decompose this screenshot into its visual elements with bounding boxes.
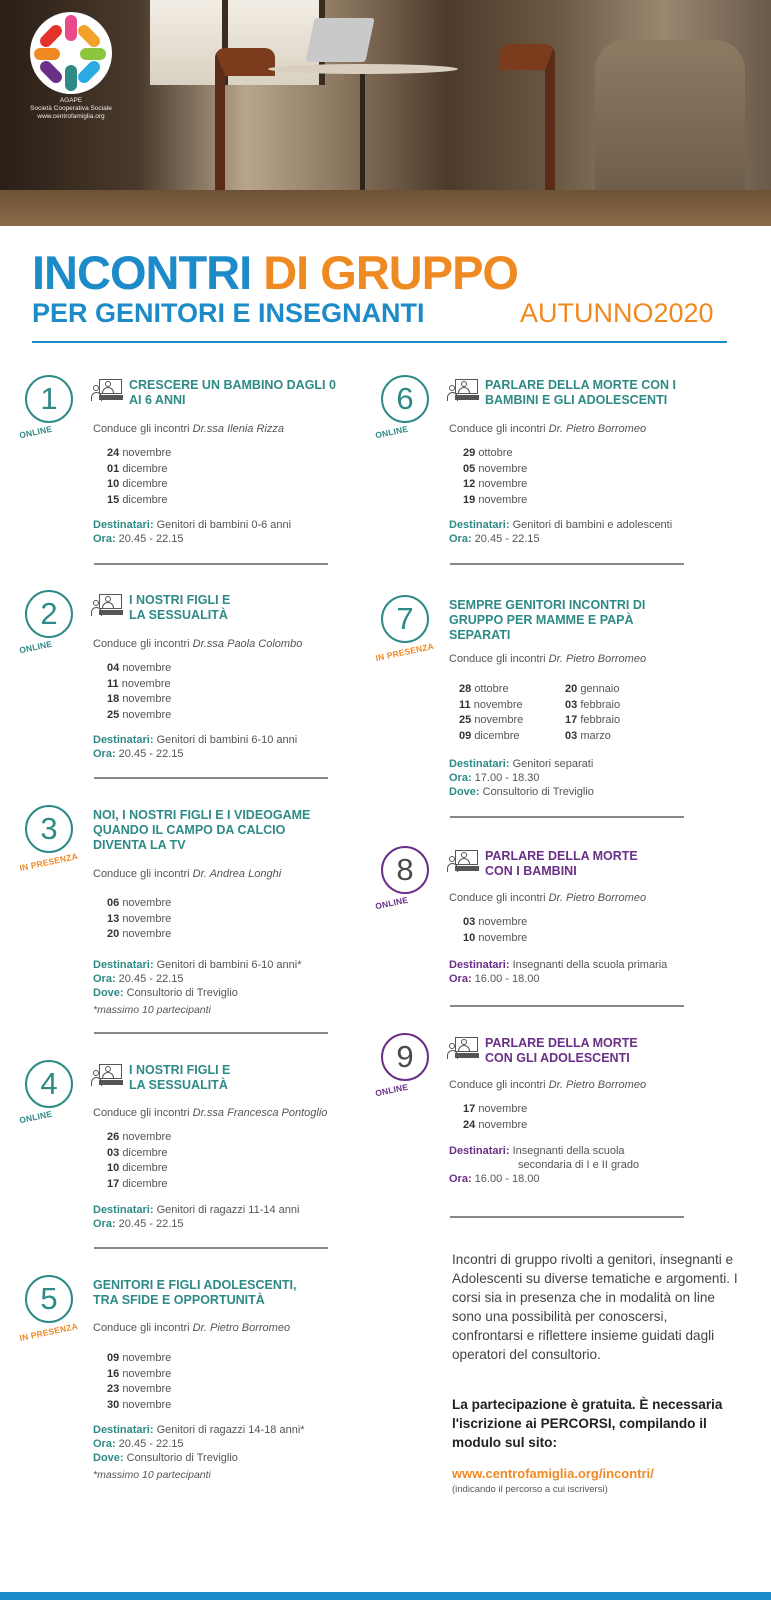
logo-website: www.centrofamiglia.org: [37, 113, 105, 120]
course-number: 4: [25, 1060, 73, 1108]
course-title: I NOSTRI FIGLI E LA SESSUALITÀ: [129, 1063, 231, 1092]
course-details: Destinatari: Genitori di ragazzi 11-14 anni Ora: 20.45 - 22.15: [93, 1204, 300, 1230]
table-top-decoration: [268, 64, 458, 74]
course-title: PARLARE DELLA MORTE CON I BAMBINI: [485, 849, 638, 878]
course-dates: [107, 1130, 171, 1192]
course-leader: Conduce gli incontri Dr. Pietro Borromeo: [93, 1322, 291, 1334]
date-item: 06 novembre: [107, 897, 172, 909]
chair-decoration: [215, 48, 275, 198]
card-divider: [94, 1032, 328, 1034]
date-item: 11 novembre: [107, 677, 171, 690]
date-item: 03 dicembre: [107, 1146, 168, 1159]
card-divider: [94, 777, 328, 779]
date-item: 03 marzo: [565, 729, 611, 742]
date-item: 01 dicembre: [107, 462, 168, 475]
online-meeting-icon: [91, 594, 123, 616]
online-meeting-icon: [447, 1037, 479, 1059]
course-dates: [459, 682, 523, 744]
course-details: Destinatari: Genitori di ragazzi 14-18 anni* Ora: 20.45 - 22.15 Dove: Consultorio di Treviglio: [93, 1424, 305, 1464]
card-divider: [94, 1247, 328, 1249]
course-title: CRESCERE UN BAMBINO DAGLI 0 AI 6 ANNI: [129, 378, 336, 407]
table-decoration: [360, 72, 365, 207]
date-item: 17 febbraio: [565, 714, 621, 726]
date-item: 03 febbraio: [565, 698, 621, 711]
course-leader: Conduce gli incontri Dr.ssa Ilenia Rizza: [93, 423, 284, 435]
in-presenza-badge: IN PRESENZA: [18, 850, 79, 874]
agape-logo: [30, 12, 112, 94]
online-badge: ONLINE: [374, 894, 409, 912]
course-leader: Conduce gli incontri Dr. Pietro Borromeo: [449, 892, 647, 904]
header-photo: [0, 0, 771, 226]
card-divider: [450, 816, 684, 818]
title-part-1: INCONTRI: [32, 246, 264, 299]
online-meeting-icon: [447, 379, 479, 401]
online-badge: ONLINE: [18, 423, 53, 441]
date-item: 18 novembre: [107, 693, 172, 705]
course-dates: [463, 1102, 527, 1133]
date-item: 09 novembre: [107, 1352, 172, 1364]
date-item: 10 dicembre: [107, 1162, 168, 1174]
course-dates: [107, 896, 171, 943]
online-badge: ONLINE: [374, 423, 409, 441]
registration-info: La partecipazione è gratuita. È necessaria l'iscrizione ai PERCORSI, compilando il modulo sul sito:: [452, 1397, 723, 1450]
card-divider: [450, 1216, 684, 1218]
date-item: 23 novembre: [107, 1383, 172, 1395]
registration-link[interactable]: www.centrofamiglia.org/incontri/: [452, 1466, 654, 1481]
course-leader: Conduce gli incontri Dr. Andrea Longhi: [93, 868, 282, 880]
logo-caption: [18, 97, 124, 121]
date-item: 29 ottobre: [463, 447, 513, 459]
date-item: 25 novembre: [107, 708, 172, 721]
date-item: 17 dicembre: [107, 1177, 168, 1190]
bottom-bar: [0, 1592, 771, 1600]
course-details: Destinatari: Insegnanti della scuola primaria Ora: 16.00 - 18.00: [449, 959, 668, 985]
date-item: 17 novembre: [463, 1103, 528, 1115]
date-item: 25 novembre: [459, 714, 524, 726]
course-title: SEMPRE GENITORI INCONTRI DI GRUPPO PER MAMME E PAPÀ SEPARATI: [449, 598, 646, 642]
course-leader: Conduce gli incontri Dr.ssa Francesca Pontoglio: [93, 1107, 328, 1119]
course-details: Destinatari: Genitori di bambini e adolescenti Ora: 20.45 - 22.15: [449, 519, 673, 545]
course-title: I NOSTRI FIGLI E LA SESSUALITÀ: [129, 593, 231, 622]
course-number: 8: [381, 846, 429, 894]
course-title: NOI, I NOSTRI FIGLI E I VIDEOGAME QUANDO IL CAMPO DA CALCIO DIVENTA LA TV: [93, 808, 311, 852]
online-badge: ONLINE: [374, 1081, 409, 1099]
title-part-2: DI GRUPPO: [263, 246, 518, 299]
date-item: 05 novembre: [463, 462, 528, 475]
course-dates: [107, 661, 171, 723]
date-item: 13 novembre: [107, 912, 172, 925]
date-item: 03 novembre: [463, 916, 528, 928]
floor-decoration: [0, 190, 771, 226]
season-label: AUTUNNO2020: [520, 298, 714, 328]
online-meeting-icon: [91, 379, 123, 401]
program-description: Incontri di gruppo rivolti a genitori, insegnanti e Adolescenti su diverse tematiche e argomenti. I corsi sia in presenza che in modalità on line sono una possibilità per conoscersi, confrontarsi e riflettere insieme guidati dagli operatori del consultorio.: [452, 1252, 738, 1362]
date-item: 30 novembre: [107, 1398, 172, 1411]
registration-link-note: (indicando il percorso a cui iscriversi): [452, 1484, 608, 1495]
date-item: 20 gennaio: [565, 683, 620, 695]
course-details: Destinatari: Genitori di bambini 6-10 anni Ora: 20.45 - 22.15: [93, 734, 298, 760]
chair-decoration: [500, 44, 555, 204]
armchair-decoration: [595, 40, 745, 200]
course-number: 1: [25, 375, 73, 423]
course-dates: [107, 1351, 171, 1413]
participants-note: *massimo 10 partecipanti: [93, 1004, 211, 1016]
course-dates: [463, 915, 527, 946]
date-item: 10 dicembre: [107, 478, 168, 490]
course-leader: Conduce gli incontri Dr.ssa Paola Colombo: [93, 638, 303, 650]
in-presenza-badge: IN PRESENZA: [18, 1320, 79, 1344]
course-title: PARLARE DELLA MORTE CON I BAMBINI E GLI ADOLESCENTI: [485, 378, 676, 407]
course-details: Destinatari: Genitori separati Ora: 17.00 - 18.30 Dove: Consultorio di Treviglio: [449, 758, 594, 798]
course-number: 9: [381, 1033, 429, 1081]
date-item: 24 novembre: [463, 1118, 528, 1131]
online-badge: ONLINE: [18, 638, 53, 656]
date-item: 12 novembre: [463, 478, 528, 490]
page-subtitle: PER GENITORI E INSEGNANTI: [32, 298, 425, 328]
logo-name: AGAPE: [59, 97, 83, 104]
card-divider: [450, 563, 684, 565]
online-meeting-icon: [447, 850, 479, 872]
course-details: Destinatari: Genitori di bambini 0-6 anni Ora: 20.45 - 22.15: [93, 519, 292, 545]
date-item: 09 dicembre: [459, 729, 520, 742]
course-title: GENITORI E FIGLI ADOLESCENTI, TRA SFIDE E OPPORTUNITÀ: [93, 1278, 297, 1307]
card-divider: [450, 1005, 684, 1007]
page-title: [32, 245, 518, 300]
online-badge: ONLINE: [18, 1108, 53, 1126]
date-item: 20 novembre: [107, 928, 172, 940]
date-item: 26 novembre: [107, 1131, 172, 1143]
date-item: 04 novembre: [107, 662, 172, 674]
course-dates: [463, 446, 527, 508]
date-item: 11 novembre: [459, 698, 523, 711]
course-dates-2: [565, 682, 620, 744]
date-item: 16 novembre: [107, 1367, 172, 1380]
date-item: 24 novembre: [107, 447, 172, 459]
date-item: 28 ottobre: [459, 683, 509, 695]
date-item: 10 novembre: [463, 931, 528, 944]
course-number: 6: [381, 375, 429, 423]
date-item: 19 novembre: [463, 493, 528, 506]
course-leader: Conduce gli incontri Dr. Pietro Borromeo: [449, 653, 647, 665]
laptop-decoration: [305, 18, 374, 62]
logo-subtitle: Società Cooperativa Sociale: [30, 105, 112, 112]
course-number: 3: [25, 805, 73, 853]
course-details: Destinatari: Insegnanti della scuola secondaria di I e II grado Ora: 16.00 - 18.00: [449, 1145, 640, 1185]
participants-note: *massimo 10 partecipanti: [93, 1469, 211, 1481]
course-number: 5: [25, 1275, 73, 1323]
course-title: PARLARE DELLA MORTE CON GLI ADOLESCENTI: [485, 1036, 638, 1065]
online-meeting-icon: [91, 1064, 123, 1086]
date-item: 15 dicembre: [107, 493, 168, 506]
title-divider: [32, 341, 727, 343]
course-leader: Conduce gli incontri Dr. Pietro Borromeo: [449, 1079, 647, 1091]
course-details: Destinatari: Genitori di bambini 6-10 anni* Ora: 20.45 - 22.15 Dove: Consultorio di Treviglio: [93, 959, 302, 999]
course-number: 2: [25, 590, 73, 638]
course-number: 7: [381, 595, 429, 643]
in-presenza-badge: IN PRESENZA: [374, 640, 435, 664]
card-divider: [94, 563, 328, 565]
course-dates: [107, 446, 171, 508]
course-leader: Conduce gli incontri Dr. Pietro Borromeo: [449, 423, 647, 435]
